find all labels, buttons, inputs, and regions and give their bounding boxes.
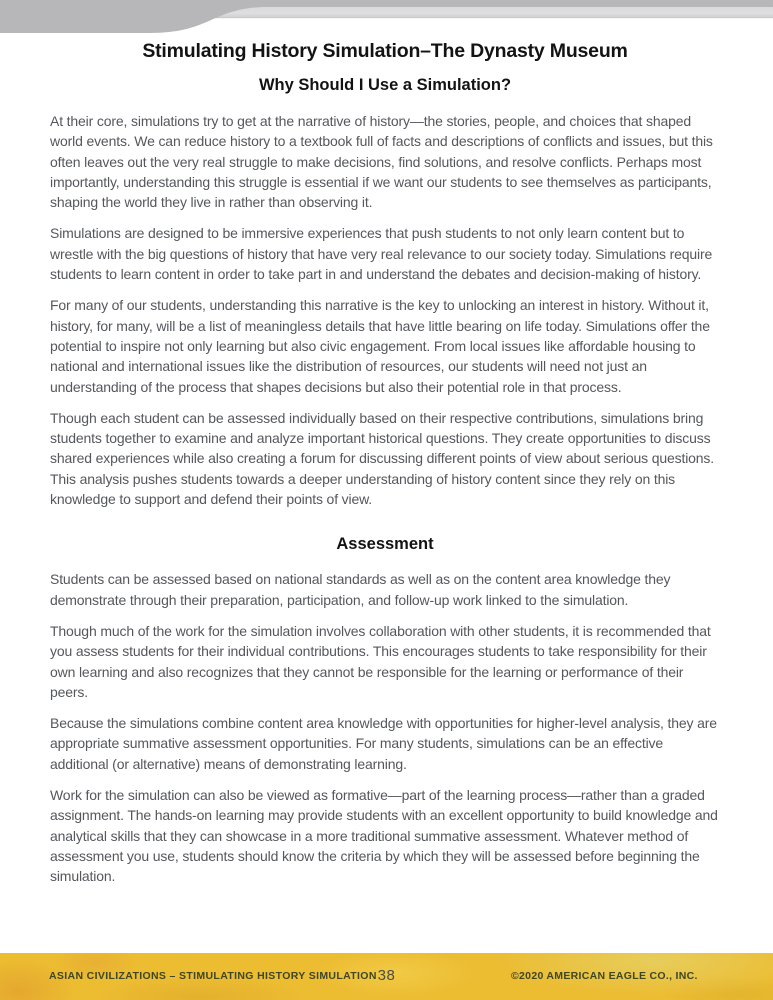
section-why-use-simulation [50, 76, 720, 509]
paragraph: Though each student can be assessed individually based on their respective contributions, simulations bring students together to examine and analyze important historical questions. They create opportunities to discuss shared experiences while also creating a forum for discussing different points of view about serious questions. This analysis pushes students towards a deeper understanding of history content since they rely on this knowledge to support and defend their points of view. [50, 409, 715, 508]
footer-page-number: 38 [377, 967, 396, 984]
section-heading-assessment: Assessment [336, 535, 434, 554]
footer-book-title: ASIAN CIVILIZATIONS – STIMULATING HISTORY SIMULATION [49, 970, 377, 982]
page-footer [0, 953, 773, 1000]
section-assessment [50, 535, 720, 886]
paragraph: Though much of the work for the simulation involves collaboration with other students, it is recommended that you assess students for their individual contributions. This encourages students to take responsibility for their own learning and also recognizes that they cannot be responsible for the learning or performance of their peers. [50, 622, 711, 700]
banner-curve-graphic [0, 0, 773, 36]
paragraph: For many of our students, understanding this narrative is the key to unlocking an interest in history. Without it, history, for many, will be a list of meaningless details that have little bearing on life today. Simulations offer the potential to inspire not only learning but also civic engagement. From local issues like affordable housing to national and international issues like the distribution of resources, our students will need not just an understanding of the process that shapes decisions but also their potential role in that process. [50, 297, 710, 395]
paragraph: Simulations are designed to be immersive experiences that push students to not only learn content but to wrestle with the big questions of history that have very real relevance to our society today. Simulations require students to learn content in order to take part in and understand the debates and decision-making of history. [50, 225, 713, 283]
paragraph: At their core, simulations try to get at the narrative of history—the stories, people, and choices that shaped world events. We can reduce history to a textbook full of facts and descriptions of conflicts and issues, but this often leaves out the very real struggle to make decisions, find solutions, and resolve conflicts. Perhaps most importantly, understanding this struggle is essential if we want our students to see themselves as participants, shaping the world they live in rather than observing it. [50, 113, 713, 211]
page-content [50, 34, 720, 898]
footer-copyright: ©2020 AMERICAN EAGLE CO., INC. [511, 970, 698, 982]
page-title: Stimulating History Simulation–The Dynasty Museum [142, 40, 628, 62]
paragraph: Work for the simulation can also be viewed as formative—part of the learning process—rather than a graded assignment. The hands-on learning may provide students with an excellent opportunity to build knowledge and analytical skills that they can showcase in a more traditional summative assessment. Whatever method of assessment you use, students should know the criteria by which they will be assessed before beginning the simulation. [50, 787, 718, 885]
section-heading-why-use-simulation: Why Should I Use a Simulation? [258, 76, 512, 94]
paragraph: Because the simulations combine content area knowledge with opportunities for higher-level analysis, they are appropriate summative assessment opportunities. For many students, simulations can be an effective additional (or alternative) means of demonstrating learning. [50, 715, 717, 772]
top-banner-decoration [0, 0, 773, 36]
paragraph: Students can be assessed based on national standards as well as on the content area knowledge they demonstrate through their preparation, participation, and follow-up work linked to the simulation. [50, 571, 671, 608]
